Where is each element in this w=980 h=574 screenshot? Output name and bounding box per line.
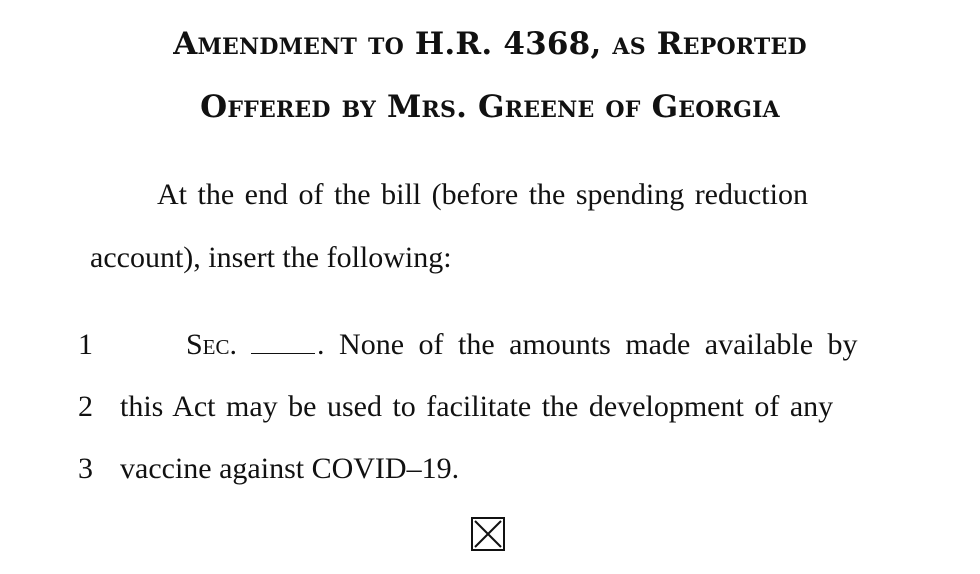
line-number-1: 1	[78, 328, 93, 361]
intro-line-1: At the end of the bill (before the spending reduction	[157, 178, 808, 211]
bill-line-2: this Act may be used to facilitate the development of any	[120, 390, 834, 423]
intro-line-2: account), insert the following:	[90, 241, 452, 274]
amendment-sponsor: Offered by Mrs. Greene of Georgia	[200, 89, 780, 125]
bill-line-1-text: . None of the amounts made available by	[317, 328, 858, 361]
line-number-3: 3	[78, 452, 93, 485]
section-number-blank	[251, 352, 315, 354]
bill-line-3: vaccine against COVID–19.	[120, 452, 460, 485]
amendment-title: Amendment to H.R. 4368, as Reported	[173, 26, 807, 62]
bill-line-1	[186, 328, 858, 362]
section-label: Sec.	[186, 328, 238, 361]
line-number-2: 2	[78, 390, 93, 423]
boxed-x-icon	[471, 517, 505, 551]
